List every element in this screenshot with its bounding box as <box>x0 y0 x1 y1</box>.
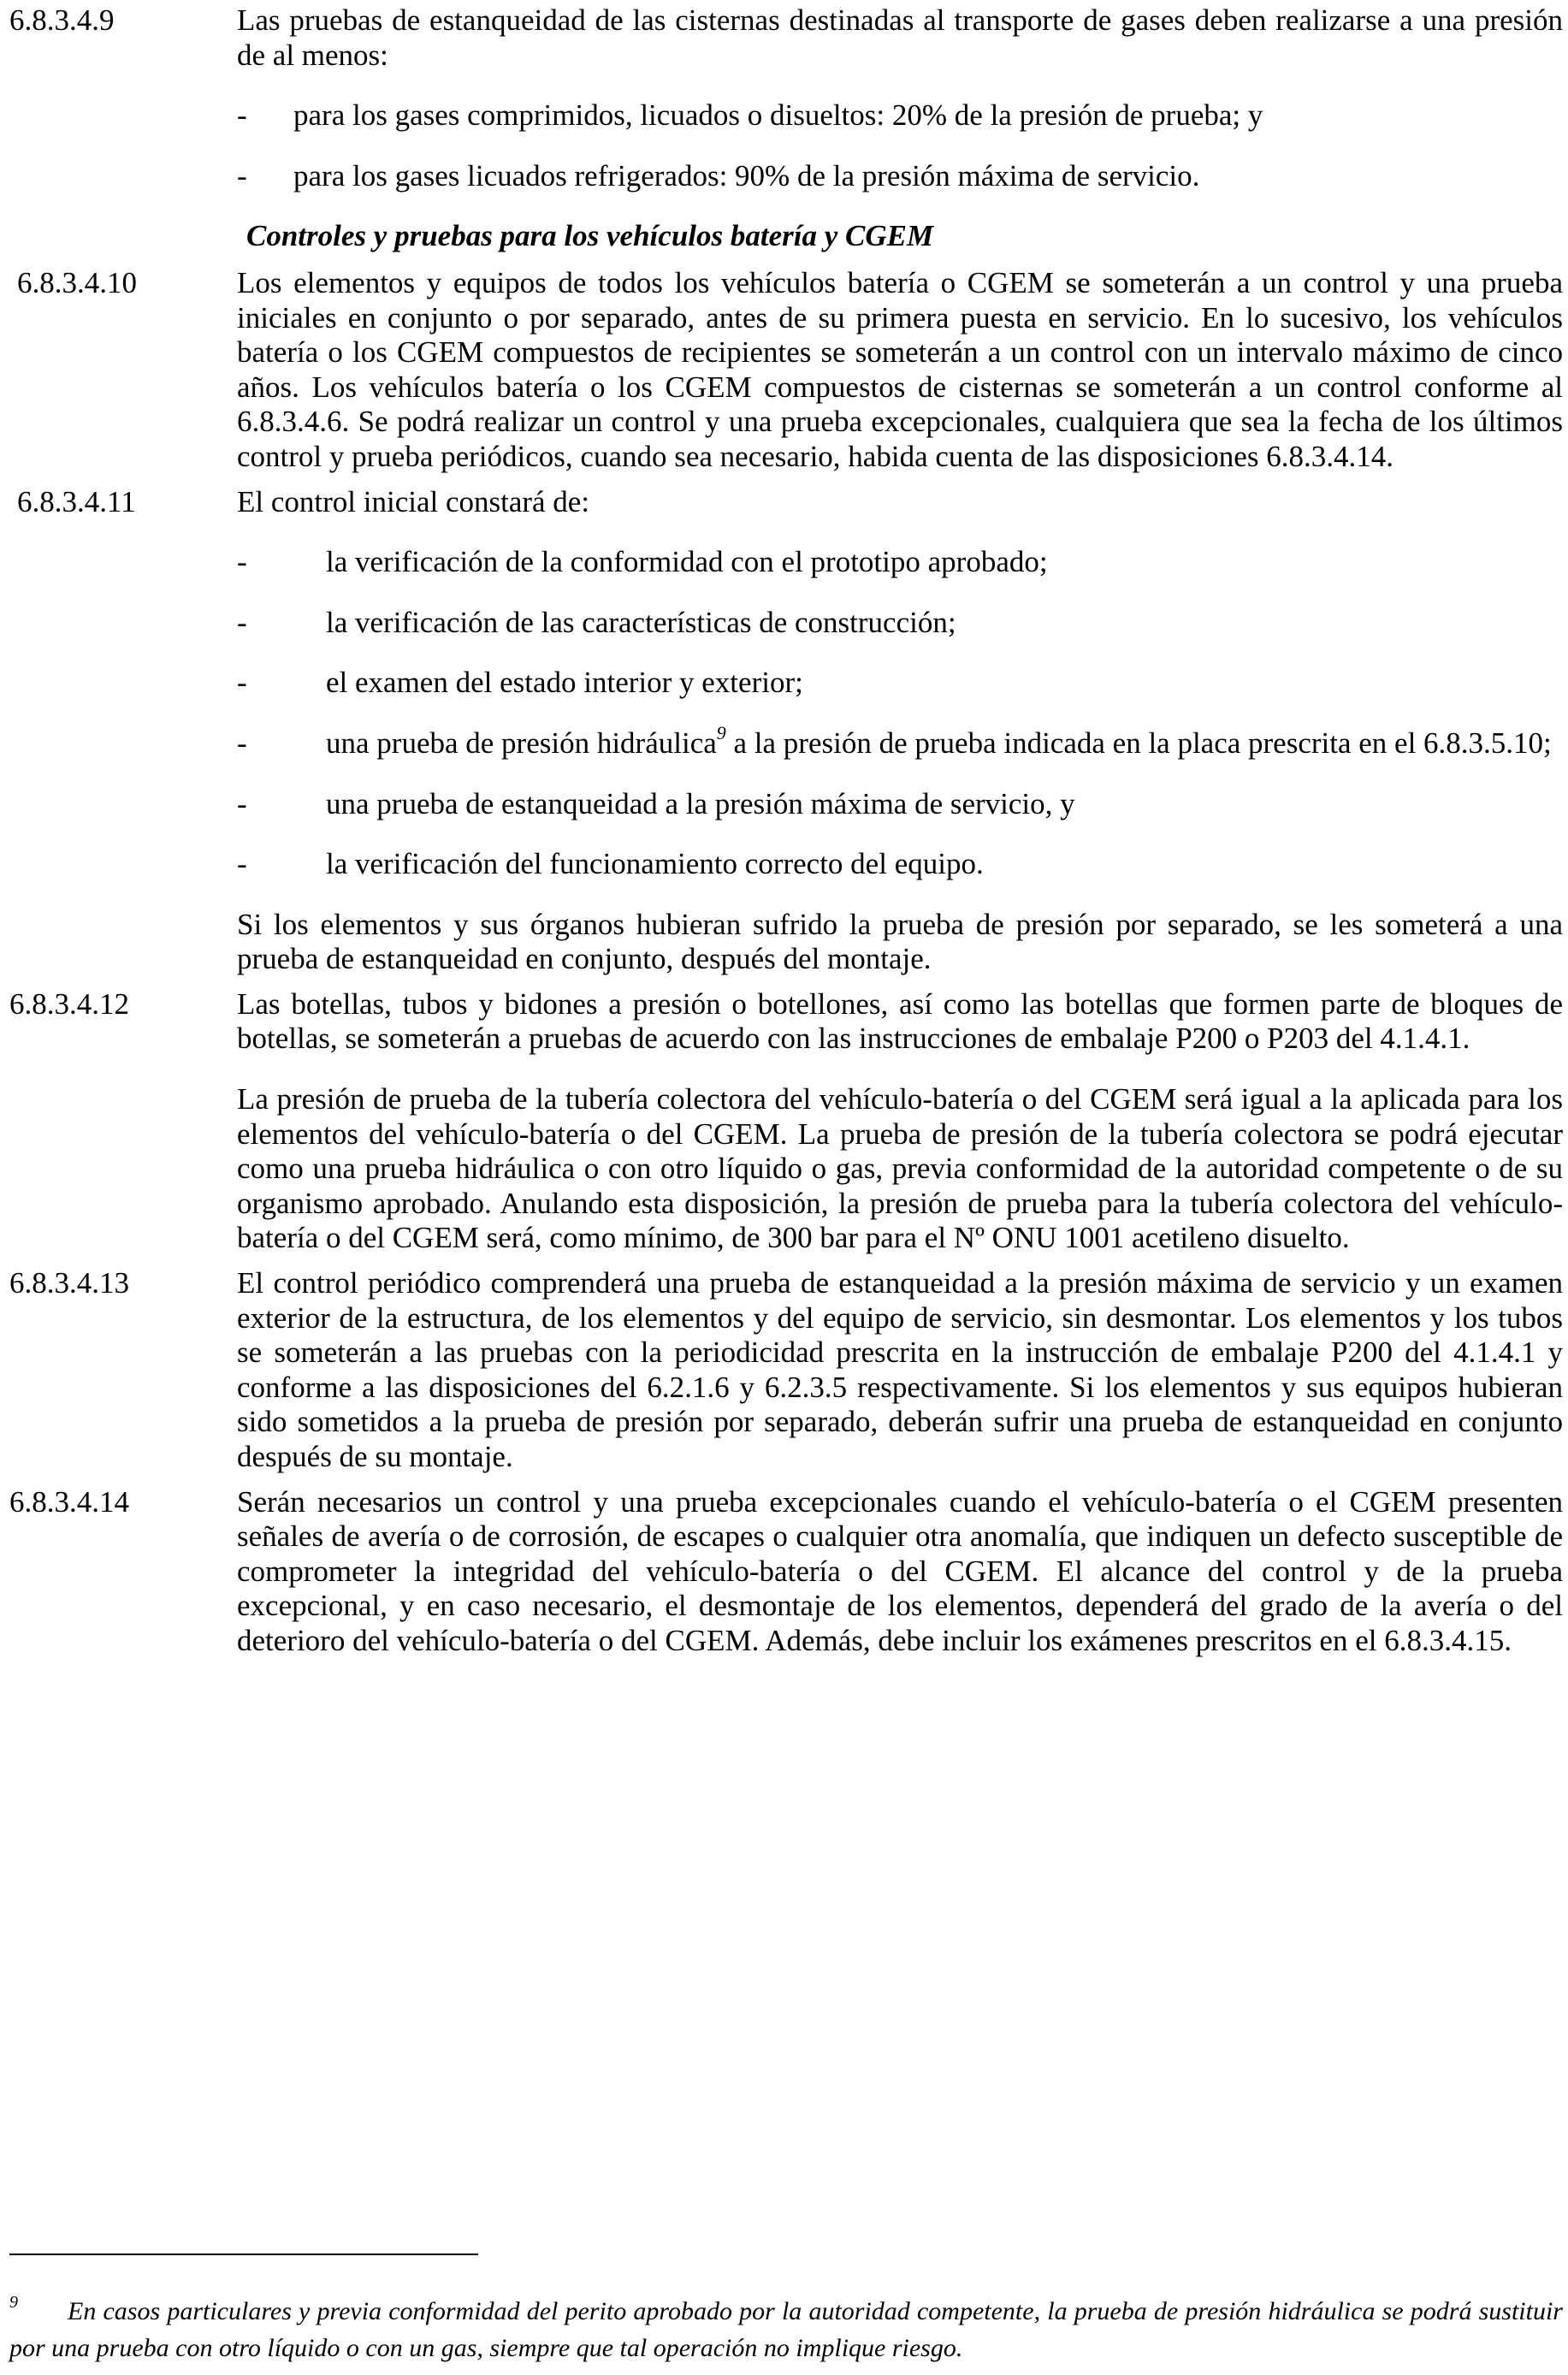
list-dash: - <box>237 545 247 579</box>
section-body: El control periódico comprenderá una prueba de estanqueidad a la presión máxima de servicio y un examen exterior de la estructura, de los elementos y del equipo de servicio, sin desmontar. Los elementos y los tubos se someterán a las pruebas con la periodicidad prescrita en la instrucción de embalaje P200 del 4.1.4.1 y conforme a las disposiciones del 6.2.1.6 y 6.2.3.5 respectivamente. Si los elementos y sus equipos hubieran sido sometidos a la prueba de presión por separado, deberán sufrir una prueba de estanqueidad en conjunto después de su montaje. <box>237 1266 1563 1473</box>
section-6-8-3-4-9 <box>9 3 1563 193</box>
section-closing: Si los elementos y sus órganos hubieran sufrido la prueba de presión por separado, se les someterá a una prueba de estanqueidad en conjunto, después del montaje. <box>237 907 1563 976</box>
footnote-separator <box>9 2254 478 2255</box>
list-item: - la verificación de la conformidad con el prototipo aprobado; <box>237 545 1048 579</box>
section-intro: Las pruebas de estanqueidad de las cisternas destinadas al transporte de gases deben realizarse a una presión de al menos: <box>237 3 1563 72</box>
list-dash: - <box>237 786 247 820</box>
section-body: Los elementos y equipos de todos los vehículos batería o CGEM se someterán a un control y una prueba iniciales en conjunto o por separado, antes de su primera puesta en servicio. En lo sucesivo, los vehículos batería o los CGEM compuestos de recipientes se someterán a un control con un intervalo máximo de cinco años. Los vehículos batería o los CGEM compuestos de cisternas se someterán a un control conforme al 6.8.3.4.6. Se podrá realizar un control y una prueba excepcionales, cualquiera que sea la fecha de los últimos control y prueba periódicos, cuando sea necesario, habida cuenta de las disposiciones 6.8.3.4.14. <box>237 265 1563 473</box>
list-dash: - <box>237 158 247 192</box>
section-intro: El control inicial constará de: <box>237 484 590 518</box>
list-dash: - <box>237 605 247 639</box>
footnote-ref[interactable]: 9 <box>716 722 726 744</box>
footnote-text: En casos particulares y previa conformidad del perito aprobado por la autoridad competente, la prueba de presión hidráulica se podrá sustituir por una prueba con otro líquido o con un gas, siempre que tal operación no implique riesgo. <box>9 2297 1563 2362</box>
section-6-8-3-4-10 <box>9 266 1563 475</box>
section-body: Las botellas, tubos y bidones a presión o botellones, así como las botellas que formen parte de bloques de botellas, se someterán a pruebas de acuerdo con las instrucciones de embalaje P200 o P203 del 4.1.4.1. La presión de prueba de la tubería colectora del vehículo-batería o del CGEM será igual a la aplicada para los elementos del vehículo-batería o del CGEM. La prueba de presión de la tubería colectora se podrá ejecutar como una prueba hidráulica o con otro líquido o gas, previa conformidad de la autoridad competente o de su organismo aprobado. Anulando esta disposición, la presión de prueba para la tubería colectora del vehículo-batería o del CGEM será, como mínimo, de 300 bar para el Nº ONU 1001 acetileno disuelto. <box>237 986 1563 1255</box>
list-item: - una prueba de presión hidráulica$^9$ a la presión de prueba indicada en la placa prescrita en el 6.8.3.5.10; <box>237 722 1552 760</box>
list-dash: - <box>237 98 247 133</box>
footnote-mark: 9 <box>9 2293 18 2312</box>
list-item: - una prueba de estanqueidad a la presión máxima de servicio, y <box>237 786 1075 820</box>
section-number: 6.8.3.4.11 <box>17 484 136 518</box>
footnote <box>9 2295 1563 2366</box>
section-6-8-3-4-11 <box>9 485 1563 977</box>
section-number: 6.8.3.4.13 <box>9 1266 129 1300</box>
section-body: Serán necesarios un control y una prueba excepcionales cuando el vehículo-batería o el CGEM presenten señales de avería o de corrosión, de escapes o cualquier otra anomalía, que indiquen un defecto susceptible de comprometer la integridad del vehículo-batería o del CGEM. El alcance del control y de la prueba excepcional, y en caso necesario, el desmontaje de los elementos, dependerá del grado de la avería o del deterioro del vehículo-batería o del CGEM. Además, debe incluir los exámenes prescritos en el 6.8.3.4.15. <box>237 1484 1563 1657</box>
list-dash: - <box>237 666 247 700</box>
list-item: - para los gases licuados refrigerados: 90% de la presión máxima de servicio. <box>237 158 1200 192</box>
section-number: 6.8.3.4.12 <box>9 986 129 1021</box>
list-item: - el examen del estado interior y exterior; <box>237 666 803 700</box>
section-number: 6.8.3.4.14 <box>9 1484 129 1519</box>
subheading: Controles y pruebas para los vehículos batería y CGEM <box>246 219 934 253</box>
list-item: - la verificación del funcionamiento correcto del equipo. <box>237 847 984 881</box>
section-body <box>237 3 1563 193</box>
list-dash: - <box>237 847 247 881</box>
section-6-8-3-4-12 <box>9 987 1563 1256</box>
list-item: - la verificación de las características de construcción; <box>237 605 956 639</box>
section-number: 6.8.3.4.9 <box>9 3 115 37</box>
list-dash: - <box>237 726 247 760</box>
section-6-8-3-4-14 <box>9 1485 1563 1659</box>
section-6-8-3-4-13 <box>9 1266 1563 1475</box>
section-body <box>237 485 1563 977</box>
section-number: 6.8.3.4.10 <box>17 265 137 299</box>
list-item: - para los gases comprimidos, licuados o disueltos: 20% de la presión de prueba; y <box>237 98 1263 133</box>
